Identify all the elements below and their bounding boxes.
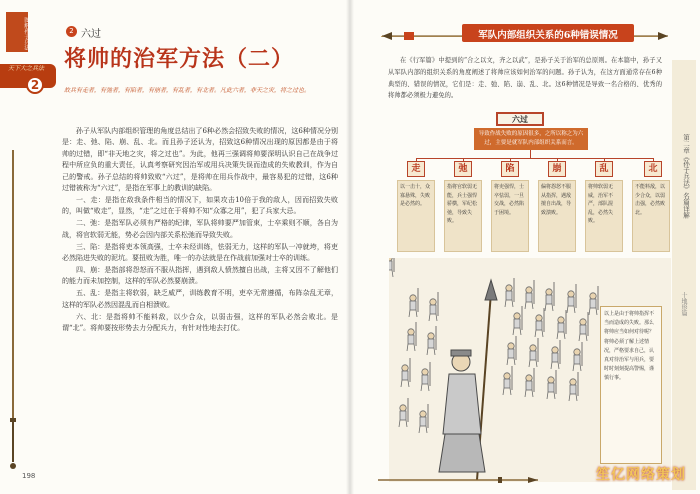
chapter-tab: 图解孙子兵法 xyxy=(6,12,28,52)
diagram-column-text: 以一击十，众寡悬殊，失败是必然的。 xyxy=(397,180,435,252)
diagram-column-text: 不能料敌，以少合众，以弱击强，必然败北。 xyxy=(632,180,670,252)
paragraph: 六、北：是指将帅不能料敌，以少合众，以弱击强，这样的军队必然会败北。是谓“北”。将帅要按形势去力分配兵力，有针对性地去打仗。 xyxy=(62,312,338,332)
diagram-connector xyxy=(416,158,654,159)
section-title: 军队内部组织关系的6种错误情况 xyxy=(478,30,618,41)
spear-ornament-icon xyxy=(634,28,668,40)
diagram-column-head: 北 xyxy=(644,161,662,177)
paragraph: 二、弛：是指军队必须有严格的纪律，军队将帅要严加管束，士卒乘则不顺，各自为战，将官软弱无能，势必会因内部关系松弛而导致失败。 xyxy=(62,219,338,239)
chapter-badge-text: 天下大之兵法 xyxy=(8,65,45,72)
page-gutter xyxy=(346,0,354,494)
watermark: 笙亿网络策划 xyxy=(596,467,686,483)
spear-ornament-icon xyxy=(382,28,462,40)
paragraph: 三、陷：是指将吏本领高强，士卒未经训练，怯弱无力，这样的军队一冲就垮，将吏必然陷进失败的泥坑。要扭败为胜，唯一的办法就是在作战前加强对士卒的训练。 xyxy=(62,242,338,262)
diagram-column-text: 将帅软弱无威，治军不严，部队混乱，必然失败。 xyxy=(585,180,623,252)
diagram-connector xyxy=(530,150,531,158)
sword-ornament-icon xyxy=(378,476,538,484)
paragraph: 四、崩：是指部将怨怒而不服从指挥，遇到敌人愤然擅自出战，主将又因不了解他们的能力而未加控制，这样的军队必然要崩溃。 xyxy=(62,265,338,286)
sword-ornament-icon xyxy=(10,150,16,470)
diagram-column-head: 陷 xyxy=(501,161,519,177)
chapter-number: 2 xyxy=(26,76,44,94)
intro-text: 在《行军篇》中提到的“合之以文，齐之以武”，是孙子关于治军的总原则。在本篇中，孙子又从军队内部的组织关系的角度阐述了将帅应该如何治军的问题。孙子认为，在这方面通常存在6种典型的、错误的情况，它们是：走、弛、陷、崩、乱、北。这6种情况是导致一名合格的、优秀的将帅都必须极力避免的。 xyxy=(388,57,662,100)
diagram-column-head: 走 xyxy=(407,161,425,177)
side-tab-chapter: 第二章《孙子兵法》名篇详解 xyxy=(682,134,690,219)
paragraph: 孙子从军队内部组织管理的角度总结出了6种必然会招致失败的情况，这6种情况分别是：走、弛、陷、崩、乱、北。而且孙子还认为，招致这6种情况出现的原因都是由于将帅的过错，即“非天地之灾，将之过也”。为此，他再三强调将帅要深明认识自己在战争过程中所应负的重大责任，认真考察研究因治军或用兵决策失误而造成的失败教训，作为自己的警戒。孙子总结的将帅致败“六过”，是将帅在用兵作战中，最容易犯的过错，这6种过错被称为“六过”，是指在军事上的教训的缺陷。 xyxy=(62,127,338,193)
diagram-root-description: 导致作战失败的原因很多，之所以称之为六过，主要是就军队内部组织关系而言。 xyxy=(474,128,588,150)
paragraph: 五、乱：是指主将软弱，缺乏威严，训练教育不明，吏卒无常遵循，布阵杂乱无章，这样的军队必然因混乱而自相溃败。 xyxy=(62,289,338,309)
diagram-column-text: 偏将怨怒不服从指挥，遇敌擅自出战，导致溃败。 xyxy=(538,180,576,252)
illustration-caption: 以上是由于将帅指挥不当而造成的失败。那么将帅应当如何对待呢？将帅必须了解上述情况，严格要求自己，认真对待治军与用兵，要时时刻刻提高警惕，谨慎行事。 xyxy=(600,306,662,464)
side-tab-section: 十地形篇 xyxy=(680,292,687,316)
section-label: 六过 xyxy=(81,29,101,40)
diagram-root: 六过 xyxy=(496,112,544,126)
page-title: 将帅的治军方法（二） xyxy=(64,46,295,72)
diagram-column-head: 乱 xyxy=(595,161,613,177)
diagram-column-text: 指将官软弱无能，兵士强悍骄横，军纪松弛，导致失败。 xyxy=(444,180,482,252)
paragraph: 一、走：是指在敌我条件相当的情况下，如果攻击10倍于我的敌人，因而招致失败的，叫做“败走”，显然，“走”之过在于将帅不知“众寡之用”，犯了兵家大忌。 xyxy=(62,195,338,216)
diagram-column-text: 将吏强悍，士卒怯弱，一旦交战，必然陷于困境。 xyxy=(491,180,529,252)
diagram-column-head: 崩 xyxy=(548,161,566,177)
section-index-badge: 2 xyxy=(66,26,77,37)
body-text xyxy=(62,126,338,335)
page-number: 198 xyxy=(22,472,36,480)
epigraph: 故兵有走者，有弛者，有陷者，有崩者，有乱者，有北者。凡此六者，非天之灾，将之过也。 xyxy=(64,87,311,94)
diagram-column-head: 弛 xyxy=(454,161,472,177)
